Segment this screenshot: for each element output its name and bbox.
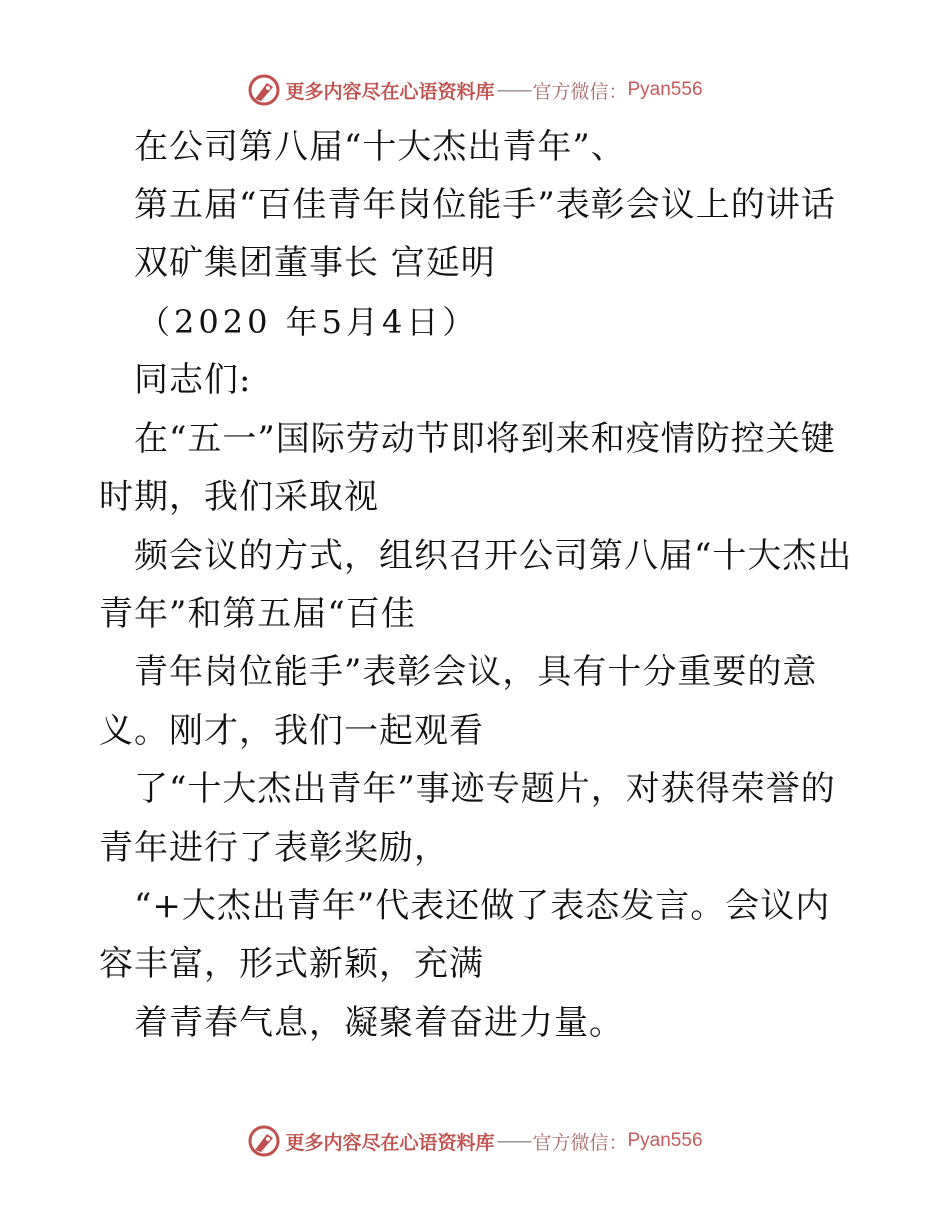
date-line: （2020 年5月4日） <box>138 303 479 341</box>
footer-banner <box>0 1121 950 1161</box>
salutation: 同志们: <box>134 360 252 400</box>
banner-separator: —— <box>496 1130 531 1152</box>
paragraph-line: 青年进行了表彰奖励， <box>99 828 449 868</box>
pen-nib-logo-icon <box>247 1124 281 1158</box>
banner-wechat-label: 官方微信： <box>532 80 628 103</box>
paragraph-line: “+大杰出青年”代表还做了表态发言。会议内 <box>134 886 831 926</box>
banner-wechat-label: 官方微信： <box>532 1131 628 1154</box>
paragraph-line: 青年”和第五届“百佳 <box>99 594 416 634</box>
paragraph-line: 容丰富，形式新颖，充满 <box>99 944 484 984</box>
paragraph-line: 频会议的方式，组织召开公司第八届“十大杰出 <box>134 536 853 576</box>
banner-separator: —— <box>496 79 531 101</box>
title-line-2: 第五届“百佳青年岗位能手”表彰会议上的讲话 <box>134 185 836 225</box>
paragraph-line: 着青春气息，凝聚着奋进力量。 <box>134 1003 624 1043</box>
banner-site-text: 更多内容尽在心语资料库 <box>285 1131 495 1154</box>
paragraph-line: 了“十大杰出青年”事迹专题片，对获得荣誉的 <box>134 769 836 809</box>
paragraph-line: 青年岗位能手”表彰会议，具有十分重要的意 <box>134 652 818 692</box>
title-line-1: 在公司第八届“十大杰出青年”、 <box>134 127 626 167</box>
speaker-line: 双矿集团董事长 宫延明 <box>134 243 496 283</box>
paragraph-line: 时期，我们采取视 <box>99 477 379 517</box>
banner-wechat-id: Pyan556 <box>627 79 703 100</box>
banner-site-text: 更多内容尽在心语资料库 <box>285 80 495 103</box>
paragraph-line: 义。刚才，我们一起观看 <box>99 711 484 751</box>
paragraph-line: 在“五一”国际劳动节即将到来和疫情防控关键 <box>134 419 836 459</box>
banner-wechat-id: Pyan556 <box>627 1130 703 1151</box>
